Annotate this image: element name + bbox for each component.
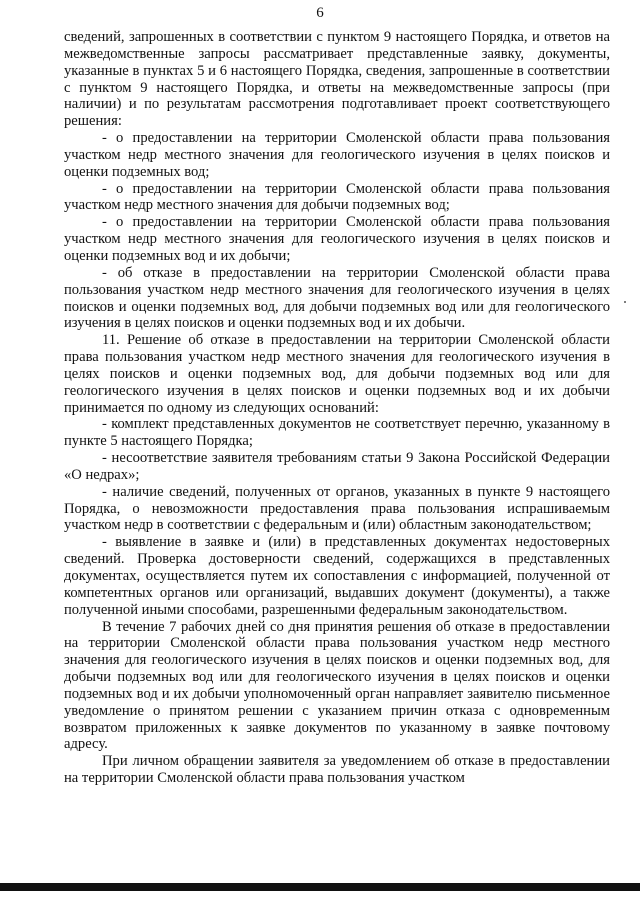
paragraph-notification: В течение 7 рабочих дней со дня принятия решения об отказе в предоставлении на территории Смоленской области права пользования участком недр местного значения для геологического изучения в целях поисков и оценки подземных вод, для добычи подземных вод или для геологического изучения в целях поисков и оценки подземных вод и их добычи уполномоченный орган направляет заявителю письменное уведомление о принятом решении с указанием причин отказа с одновременным возвратом приложенных к заявке документов по указанному в заявке почтовому адресу. — [64, 618, 610, 753]
scan-speck — [624, 301, 626, 303]
page-number: 6 — [316, 5, 324, 21]
list-item-ground-noncompliance: - несоответствие заявителя требованиям статьи 9 Закона Российской Федерации «О недрах»; — [64, 450, 610, 483]
paragraph-item-11: 11. Решение об отказе в предоставлении на территории Смоленской области права пользования участком недр местного значения для геологического изучения в целях поисков и оценки подземных вод, для добычи подземных вод или для геологического изучения в целях поисков и оценки подземных вод и их добычи принимается по одному из следующих оснований: — [64, 332, 610, 416]
list-item-decision-exploration-extraction: - о предоставлении на территории Смоленской области права пользования участком недр местного значения для геологического изучения в целях поисков и оценки подземных вод и их добычи; — [64, 214, 610, 264]
list-item-ground-false-info: - выявление в заявке и (или) в представленных документах недостоверных сведений. Проверка достоверности сведений, содержащихся в представленных документах, осуществляется путем их сопоставления с информацией, полученной от компетентных органов или организаций, выдавших документ (документы), а также полученной иными способами, разрешенными федеральным законодательством. — [64, 534, 610, 618]
list-item-ground-incomplete-docs: - комплект представленных документов не соответствует перечню, указанному в пункте 5 настоящего Порядка; — [64, 416, 610, 450]
paragraph-continuation: сведений, запрошенных в соответствии с пунктом 9 настоящего Порядка, и ответов на межведомственные запросы рассматривает представленные заявку, документы, указанные в пунктах 5 и 6 настоящего Порядка, сведения, запрошенные в соответствии с пунктом 9 настоящего Порядка, и ответы на межведомственные запросы (при наличии) и по результатам рассмотрения подготавливает проект соответствующего решения: — [64, 29, 610, 130]
scan-edge-line — [0, 883, 640, 891]
paragraph-personal-request: При личном обращении заявителя за уведомлением об отказе в предоставлении на территории Смоленской области права пользования участком — [64, 753, 610, 787]
list-item-ground-agency-info: - наличие сведений, полученных от органов, указанных в пункте 9 настоящего Порядка, о невозможности предоставления права пользования испрашиваемым участком недр в соответствии с федеральным и (или) областным законодательством; — [64, 483, 610, 534]
list-item-decision-extraction: - о предоставлении на территории Смоленской области права пользования участком недр местного значения для добычи подземных вод; — [64, 180, 610, 214]
list-item-decision-refusal: - об отказе в предоставлении на территории Смоленской области права пользования участком недр местного значения для геологического изучения в целях поисков и оценки подземных вод, для добычи подземных вод или для геологического изучения в целях поисков и оценки подземных вод и их добычи. — [64, 264, 610, 332]
list-item-decision-exploration: - о предоставлении на территории Смоленской области права пользования участком недр местного значения для геологического изучения в целях поисков и оценки подземных вод; — [64, 130, 610, 180]
document-body — [64, 29, 610, 787]
